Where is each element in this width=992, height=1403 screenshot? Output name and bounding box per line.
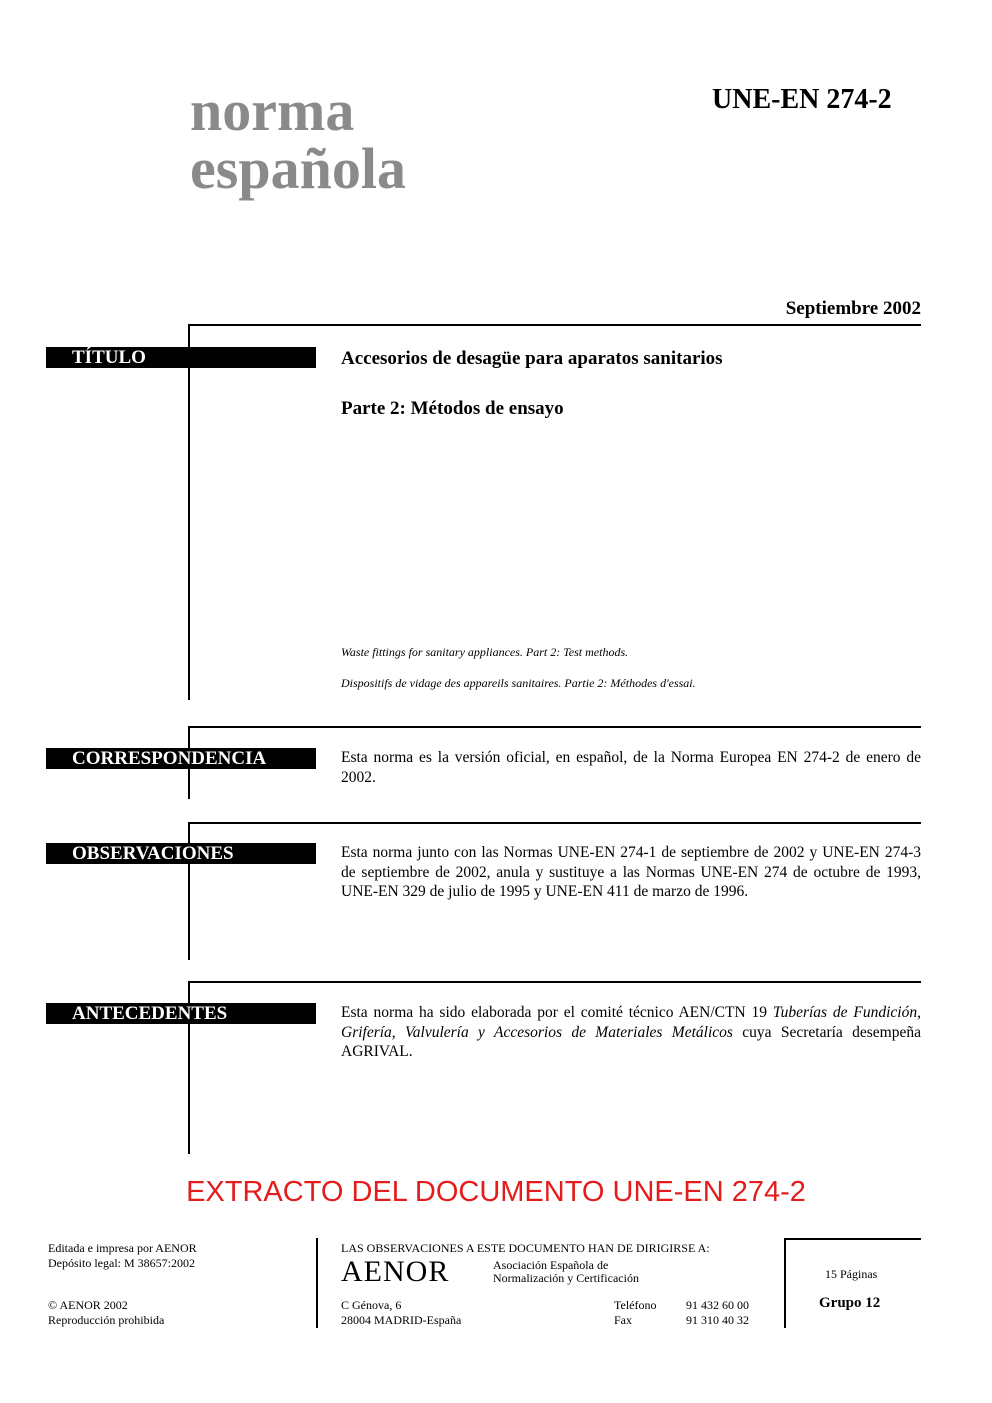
extract-watermark: EXTRACTO DEL DOCUMENTO UNE-EN 274-2: [186, 1176, 806, 1208]
observaciones-text: Esta norma junto con las Normas UNE-EN 274-1 de septiembre de 2002 y UNE-EN 274-3 de septiembre de 2002, anula y sustituye a las Normas UNE-EN 274 de octubre de 1993, UNE-EN 329 de julio de 1995 y UNE-EN 411 de marzo de 1996.: [341, 844, 921, 900]
aenor-logo: AENOR: [341, 1255, 450, 1288]
city: 28004 MADRID-España: [341, 1313, 462, 1327]
contact-values: [686, 1298, 749, 1328]
edited-by: Editada e impresa por AENOR: [48, 1241, 197, 1255]
footer-divider: [316, 1238, 318, 1328]
legal-deposit: Depósito legal: M 38657:2002: [48, 1256, 195, 1270]
phone-label: Teléfono: [614, 1298, 657, 1312]
section-divider: [188, 981, 921, 983]
section-vertical-rule: [188, 324, 190, 700]
copyright: © AENOR 2002: [48, 1298, 128, 1312]
label-titulo: TÍTULO: [46, 347, 316, 368]
association-line-1: Asociación Española de: [493, 1258, 609, 1272]
street: C Génova, 6: [341, 1298, 402, 1312]
title-line-2: Parte 2: Métodos de ensayo: [341, 398, 564, 419]
pages-box-top: [784, 1238, 921, 1240]
section-divider: [188, 726, 921, 728]
correspondencia-text: Esta norma es la versión oficial, en español, de la Norma Europea EN 274-2 de enero de 2002.: [341, 749, 921, 786]
standard-code: UNE-EN 274-2: [712, 84, 892, 115]
section-divider: [188, 324, 921, 326]
footer-publisher: [48, 1241, 197, 1271]
antecedentes-text-start: Esta norma ha sido elaborada por el comité técnico AEN/CTN 19: [341, 1004, 773, 1021]
observations-heading: LAS OBSERVACIONES A ESTE DOCUMENTO HAN DE DIRIGIRSE A:: [341, 1241, 710, 1255]
fax-label: Fax: [614, 1313, 632, 1327]
antecedentes-text-end: cuya Secretaría desempeña AGRIVAL.: [341, 1023, 921, 1060]
reproduction-notice: Reproducción prohibida: [48, 1313, 165, 1327]
title-english: Waste fittings for sanitary appliances. Part 2: Test methods.: [341, 645, 629, 659]
page-count: 15 Páginas: [825, 1267, 878, 1281]
contact-labels: [614, 1298, 656, 1328]
title-french: Dispositifs de vidage des appareils sanitaires. Partie 2: Méthodes d'essai.: [341, 676, 696, 690]
fax-number: 91 310 40 32: [686, 1313, 749, 1327]
antecedentes-text: [341, 1003, 921, 1062]
section-divider: [188, 822, 921, 824]
title-line-1: Accesorios de desagüe para aparatos sanitarios: [341, 348, 723, 369]
label-antecedentes: ANTECEDENTES: [46, 1003, 316, 1024]
brand-line-1: norma: [190, 78, 355, 143]
footer-copyright: [48, 1298, 164, 1328]
association-line-2: Normalización y Certificación: [493, 1271, 639, 1285]
label-correspondencia: CORRESPONDENCIA: [46, 748, 316, 769]
price-group: Grupo 12: [819, 1295, 881, 1311]
association-name: [493, 1259, 639, 1285]
label-observaciones: OBSERVACIONES: [46, 843, 316, 864]
brand-line-2: española: [190, 136, 406, 201]
address: [341, 1298, 461, 1328]
committee-name: Tuberías de Fundición, Grifería, Valvulería y Accesorios de Materiales Metálicos: [341, 1004, 921, 1041]
pages-box-left: [784, 1238, 786, 1328]
brand-title: [190, 78, 406, 201]
publication-date: Septiembre 2002: [785, 298, 921, 319]
phone-number: 91 432 60 00: [686, 1298, 749, 1312]
